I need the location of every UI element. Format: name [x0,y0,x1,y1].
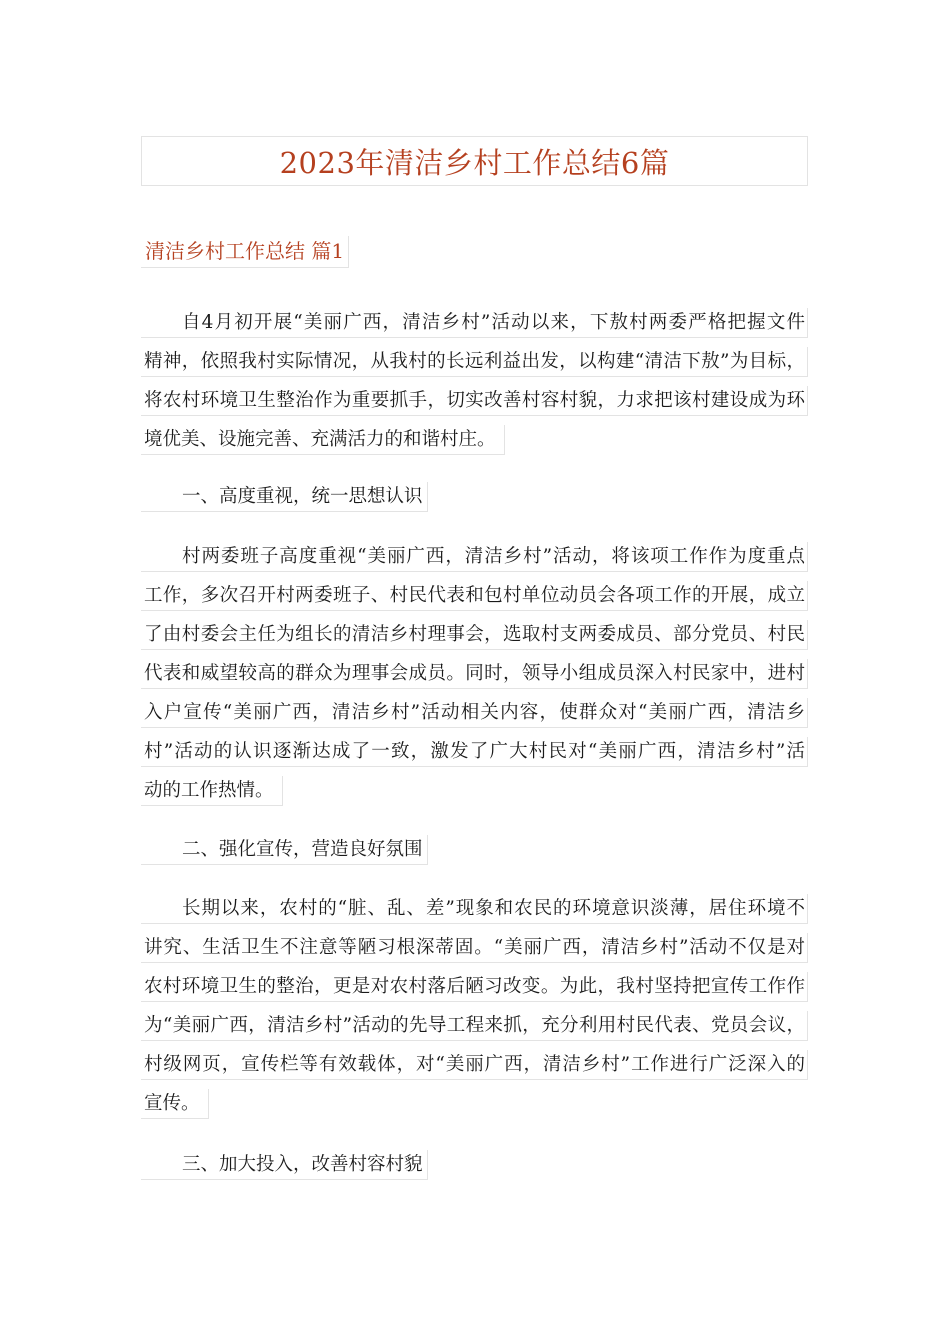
paragraph-line: 将农村环境卫生整治作为重要抓手，切实改善村容村貌，力求把该村建设成为环 [141,386,808,416]
paragraph-line: 精神，依照我村实际情况，从我村的长远利益出发，以构建“清洁下敖”为目标， [141,347,808,377]
paragraph-line: 宣传。 [141,1089,209,1119]
paragraph-line: 工作，多次召开村两委班子、村民代表和包村单位动员会各项工作的开展，成立 [141,581,808,611]
section-heading: 清洁乡村工作总结 篇1 [141,236,349,268]
paragraph-line: 农村环境卫生的整治，更是对农村落后陋习改变。为此，我村坚持把宣传工作作 [141,972,808,1002]
paragraph-line: 村”活动的认识逐渐达成了一致，激发了广大村民对“美丽广西，清洁乡村”活 [141,737,808,767]
paragraph-line: 自4月初开展“美丽广西，清洁乡村”活动以来，下敖村两委严格把握文件 [141,308,808,338]
paragraph-line: 村两委班子高度重视“美丽广西，清洁乡村”活动，将该项工作作为度重点 [141,542,808,572]
paragraph-line: 境优美、设施完善、充满活力的和谐村庄。 [141,425,505,455]
paragraph-line: 代表和威望较高的群众为理事会成员。同时，领导小组成员深入村民家中，进村 [141,659,808,689]
paragraph-1 [141,308,808,474]
paragraph-3 [141,894,808,1138]
paragraph-line: 村级网页，宣传栏等有效载体，对“美丽广西，清洁乡村”工作进行广泛深入的 [141,1050,808,1080]
paragraph-line: 动的工作热情。 [141,776,283,806]
paragraph-line: 讲究、生活卫生不注意等陋习根深蒂固。“美丽广西，清洁乡村”活动不仅是对 [141,933,808,963]
document-title-box [141,136,808,186]
subheading-2: 二、强化宣传，营造良好氛围 [141,835,428,865]
paragraph-line: 为“美丽广西，清洁乡村”活动的先导工程来抓，充分利用村民代表、党员会议， [141,1011,808,1041]
paragraph-line: 入户宣传“美丽广西，清洁乡村”活动相关内容，使群众对“美丽广西，清洁乡 [141,698,808,728]
paragraph-line: 了由村委会主任为组长的清洁乡村理事会，选取村支两委成员、部分党员、村民 [141,620,808,650]
paragraph-line: 长期以来，农村的“脏、乱、差”现象和农民的环境意识淡薄，居住环境不 [141,894,808,924]
subheading-3: 三、加大投入，改善村容村貌 [141,1150,428,1180]
subheading-1: 一、高度重视，统一思想认识 [141,482,428,512]
document-title: 2023年清洁乡村工作总结6篇 [279,145,670,180]
paragraph-2 [141,542,808,825]
